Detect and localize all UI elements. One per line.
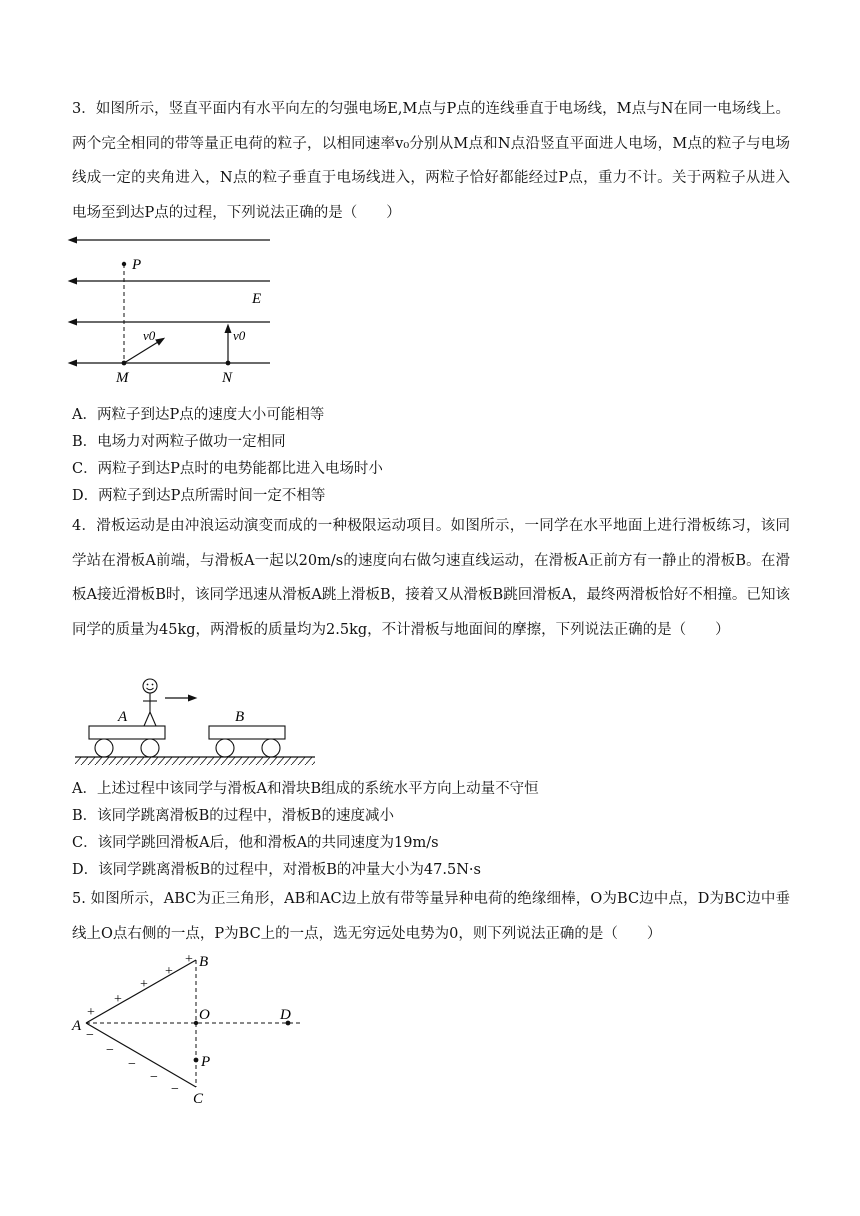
q4-option-b: B．该同学跳离滑板B的过程中，滑板B的速度减小 xyxy=(72,808,394,824)
svg-text:−: − xyxy=(128,1057,136,1072)
label-e: E xyxy=(252,291,262,307)
svg-text:+: + xyxy=(185,952,193,967)
q4-option-c: C．该同学跳回滑板A后，他和滑板A的共同速度为19m/s xyxy=(72,835,439,851)
q3-stem: 3．如图所示，竖直平面内有水平向左的匀强电场E,M点与P点的连线垂直于电场线，M点与N在同一电场线上。两个完全相同的带等量正电荷的粒子，以相同速率v₀分别从M点和N点沿竖直平面进人电场，M点的粒子与电场线成一定的夹角进入，N点的粒子垂直于电场线进入，两粒子恰好都能经过P点，重力不计。关于两粒子从进入电场至到达P点的过程，下列说法正确的是（ ） xyxy=(72,101,790,221)
q3-option-a: A．两粒子到达P点的速度大小可能相等 xyxy=(72,407,325,423)
label-p: P xyxy=(132,257,142,273)
label-o: O xyxy=(199,1007,210,1023)
svg-text:−: − xyxy=(106,1043,114,1058)
skateboard-a xyxy=(89,726,165,739)
q4-option-d: D．该同学跳离滑板B的过程中，对滑板B的冲量大小为47.5N·s xyxy=(72,862,481,878)
svg-text:+: + xyxy=(87,1005,95,1020)
svg-text:+: + xyxy=(140,977,148,992)
label-v0-n: v0 xyxy=(233,328,246,343)
skateboard-b xyxy=(209,726,285,739)
label-m: M xyxy=(116,370,129,386)
label-n: N xyxy=(222,370,233,386)
label-b: B xyxy=(199,954,209,970)
label-board-a: A xyxy=(118,709,128,725)
label-d: D xyxy=(280,1007,291,1023)
point-o xyxy=(194,1021,198,1025)
q4-option-a: A．上述过程中该同学与滑板A和滑块B组成的系统水平方向上动量不守恒 xyxy=(72,781,539,797)
label-a: A xyxy=(72,1018,82,1034)
label-board-b: B xyxy=(235,709,245,725)
rod-ac xyxy=(86,1023,196,1087)
svg-text:−: − xyxy=(86,1028,94,1043)
point-p xyxy=(194,1058,199,1063)
q3-electric-field-diagram xyxy=(70,232,280,387)
q3-option-d: D．两粒子到达P点所需时间一定不相等 xyxy=(72,488,326,504)
person-head-icon xyxy=(143,679,157,693)
svg-text:+: + xyxy=(165,964,173,979)
label-v0-m: v0 xyxy=(143,328,156,343)
q4-skateboard-diagram xyxy=(75,676,320,768)
svg-text:+: + xyxy=(114,992,122,1007)
svg-text:−: − xyxy=(171,1082,179,1097)
point-p xyxy=(122,262,126,266)
q5-triangle-diagram xyxy=(72,950,312,1110)
label-c: C xyxy=(193,1091,204,1107)
svg-text:−: − xyxy=(150,1070,158,1085)
q4-stem: 4．滑板运动是由冲浪运动演变而成的一种极限运动项目。如图所示，一同学在水平地面上进行滑板练习，该同学站在滑板A前端，与滑板A一起以20m/s的速度向右做匀速直线运动，在滑板A正前方有一静止的滑板B。在滑板A接近滑板B时，该同学迅速从滑板A跳上滑板B，接着又从滑板B跳回滑板A，最终两滑板恰好不相撞。已知该同学的质量为45kg，两滑板的质量均为2.5kg，不计滑板与地面间的摩擦，下列说法正确的是（ ） xyxy=(72,518,790,638)
label-p: P xyxy=(201,1054,211,1070)
q5-stem: 5. 如图所示，ABC为正三角形，AB和AC边上放有带等量异种电荷的绝缘细棒，O为BC边中点，D为BC边中垂线上O点右侧的一点，P为BC上的一点，选无穷远处电势为0，则下列说法正确的是（ ） xyxy=(72,891,790,942)
velocity-arrow-m xyxy=(124,342,158,363)
q3-option-c: C．两粒子到达P点时的电势能都比进入电场时小 xyxy=(72,461,383,477)
q3-option-b: B．电场力对两粒子做功一定相同 xyxy=(72,434,286,450)
